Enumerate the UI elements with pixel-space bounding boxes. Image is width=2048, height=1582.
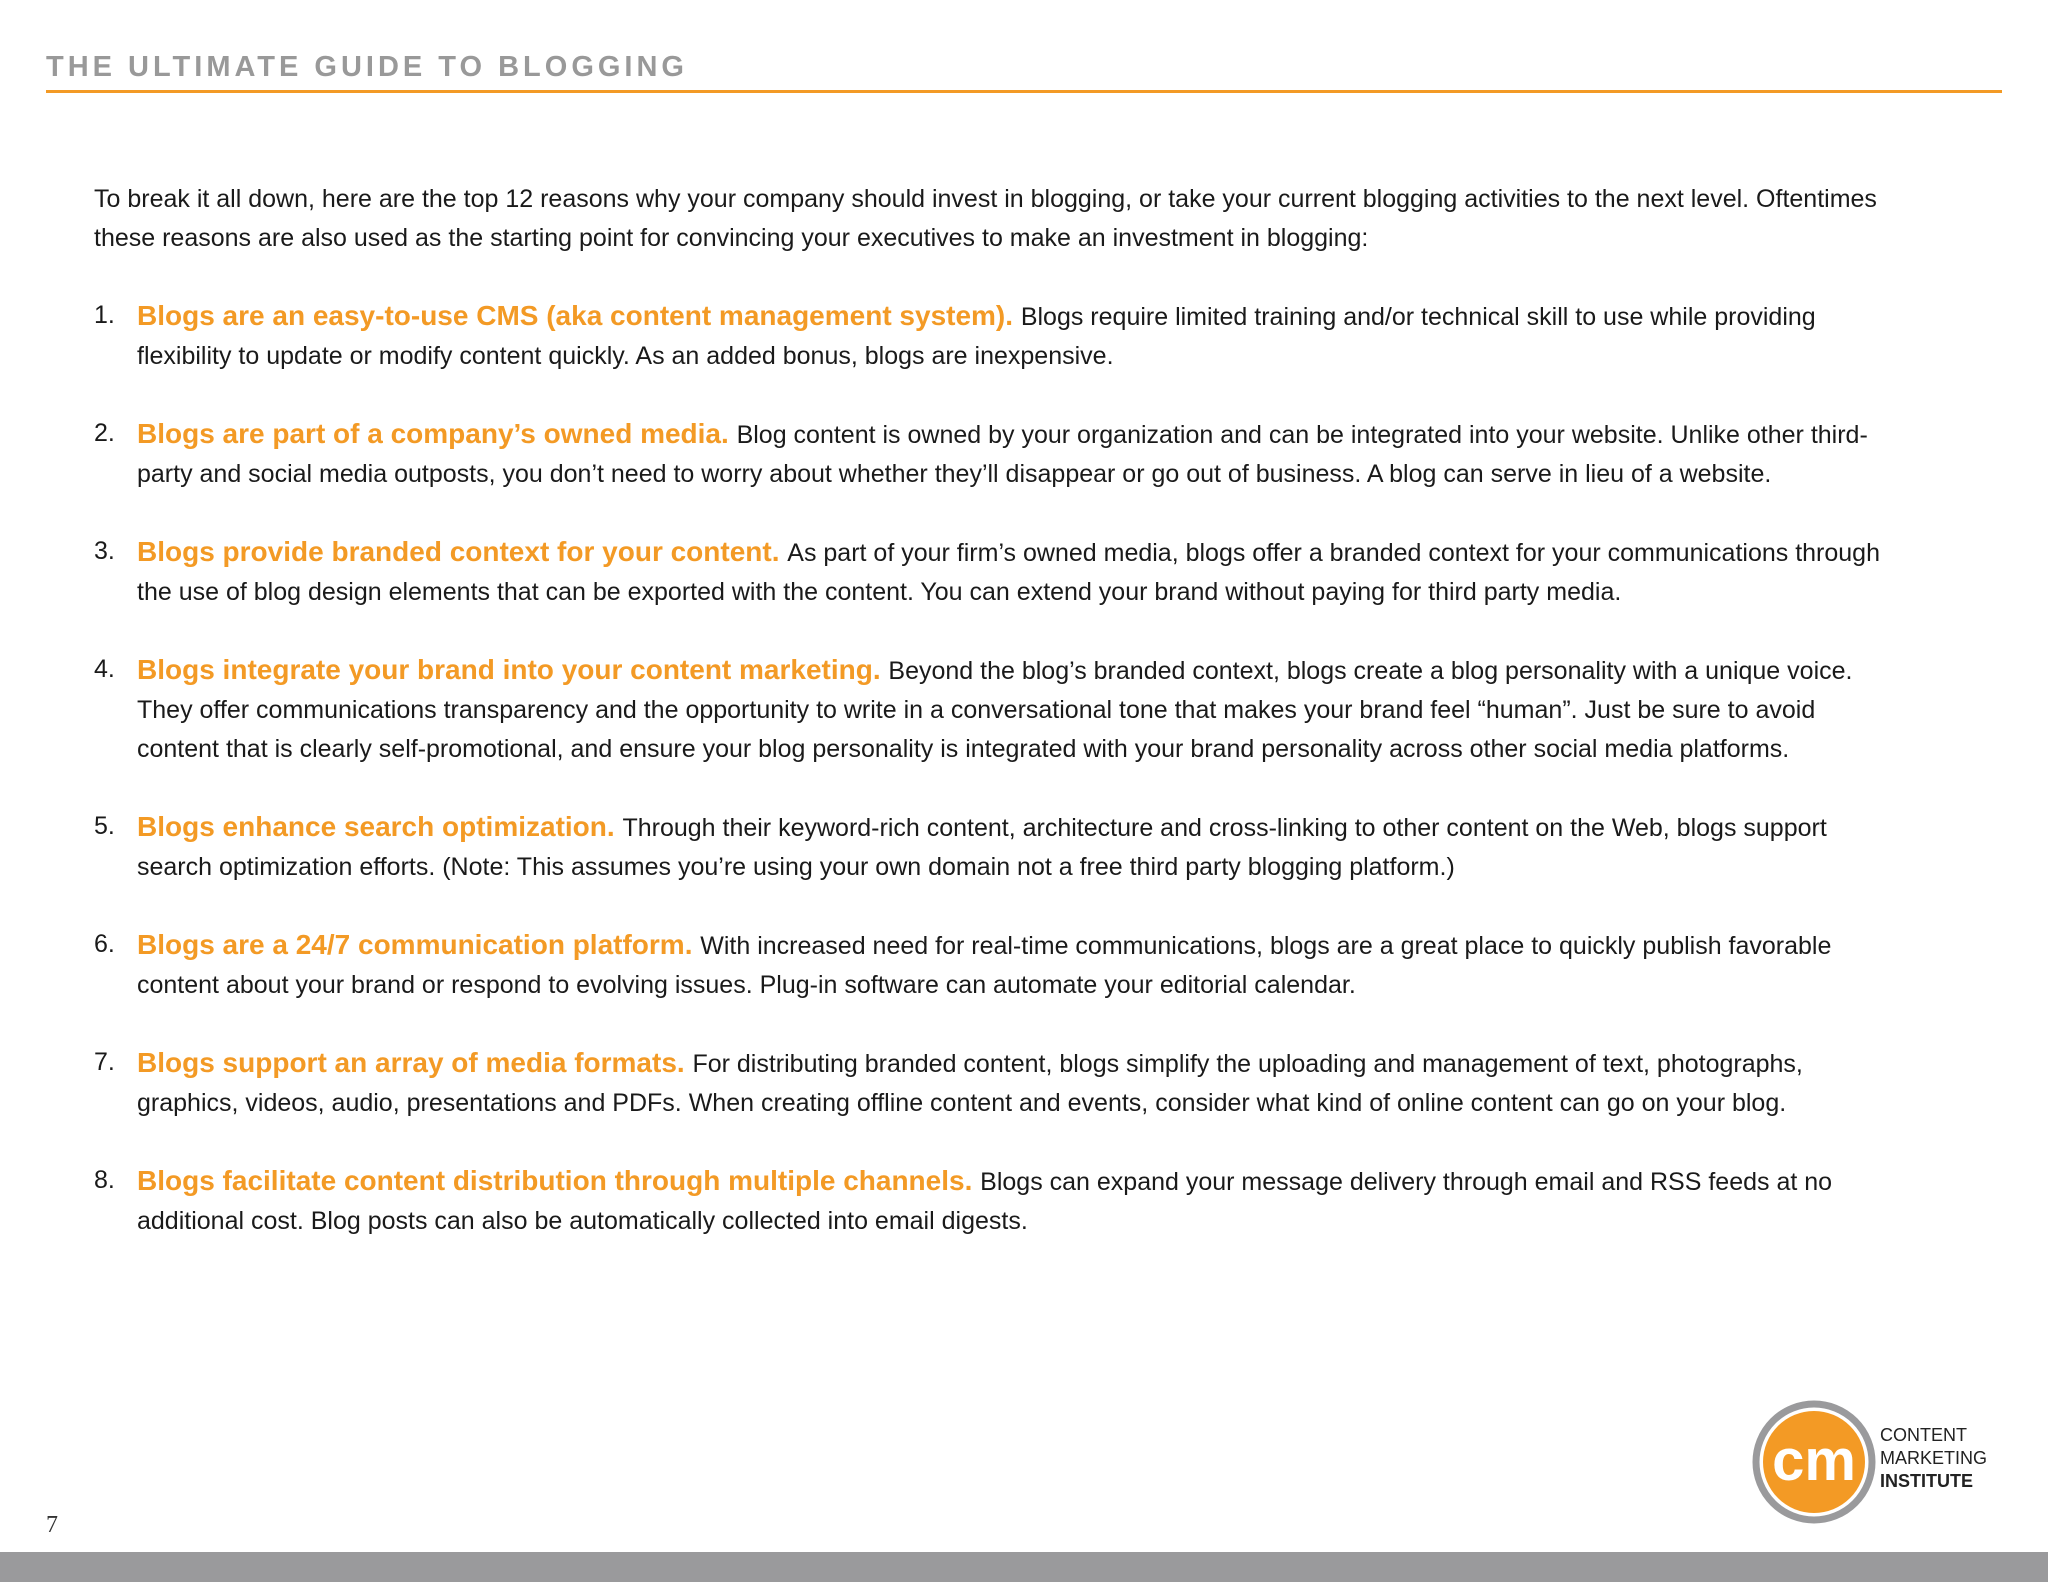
list-item-number: 7. xyxy=(94,1048,115,1076)
footer-bar xyxy=(0,1552,2048,1582)
cmi-logo xyxy=(1752,1400,2012,1524)
list-item-body: Beyond the blog’s branded context, blogs create a blog personality with a unique voice. They offer communications transparency and the opportunity to write in a conversational tone that makes your brand feel “human”. Just be sure to avoid content that is clearly self-promotional, and ensure your blog personality is integrated with your brand personality across other social media platforms. xyxy=(137,657,1853,763)
list-item xyxy=(94,1043,1894,1123)
page-number: 7 xyxy=(46,1512,58,1538)
list-item xyxy=(94,807,1894,887)
cm-logo-icon xyxy=(1752,1400,1876,1524)
list-item-number: 4. xyxy=(94,655,115,683)
list-item-number: 5. xyxy=(94,812,115,840)
list-item xyxy=(94,650,1894,769)
list-item-number: 6. xyxy=(94,930,115,958)
list-item-number: 3. xyxy=(94,537,115,565)
reasons-list xyxy=(94,296,1894,1241)
list-item-heading: Blogs enhance search optimization. xyxy=(137,811,623,842)
list-item-heading: Blogs provide branded context for your content. xyxy=(137,536,788,567)
list-item-heading: Blogs are an easy-to-use CMS (aka content management system). xyxy=(137,300,1021,331)
list-item-body: Blog content is owned by your organization and can be integrated into your website. Unlike other third-party and social media outposts, you don’t need to worry about whether they’ll disappear or go out of business. A blog can serve in lieu of a website. xyxy=(137,421,1868,488)
list-item-heading: Blogs support an array of media formats. xyxy=(137,1047,693,1078)
list-item-body: Through their keyword-rich content, architecture and cross-linking to other content on the Web, blogs support search optimization efforts. (Note: This assumes you’re using your own domain not a free third party blogging platform.) xyxy=(137,814,1827,881)
page-title: THE ULTIMATE GUIDE TO BLOGGING xyxy=(46,51,688,83)
list-item-number: 1. xyxy=(94,301,115,329)
list-item-number: 8. xyxy=(94,1166,115,1194)
logo-line-content: CONTENT xyxy=(1880,1425,1967,1445)
list-item-body: With increased need for real-time communications, blogs are a great place to quickly publish favorable content about your brand or respond to evolving issues. Plug-in software can automate your editorial calendar. xyxy=(137,932,1832,999)
list-item-body: As part of your firm’s owned media, blogs offer a branded context for your communications through the use of blog design elements that can be exported with the content. You can extend your brand without paying for third party media. xyxy=(137,539,1880,606)
list-item-body: Blogs can expand your message delivery through email and RSS feeds at no additional cost. Blog posts can also be automatically collected into email digests. xyxy=(137,1168,1833,1235)
page-header xyxy=(46,50,2002,93)
logo-wordmark xyxy=(1880,1424,1987,1493)
list-item-heading: Blogs are part of a company’s owned media. xyxy=(137,418,737,449)
list-item xyxy=(94,296,1894,376)
list-item-heading: Blogs facilitate content distribution through multiple channels. xyxy=(137,1165,981,1196)
logo-line-marketing: MARKETING xyxy=(1880,1448,1988,1468)
list-item-number: 2. xyxy=(94,419,115,447)
list-item xyxy=(94,1161,1894,1241)
main-content xyxy=(94,180,1894,1279)
list-item xyxy=(94,414,1894,494)
list-item-body: For distributing branded content, blogs simplify the uploading and management of text, photographs, graphics, videos, audio, presentations and PDFs. When creating offline content and events, consider what kind of online content can go on your blog. xyxy=(137,1050,1803,1117)
logo-mark-text: cm xyxy=(1772,1428,1856,1493)
list-item xyxy=(94,925,1894,1005)
list-item-heading: Blogs are a 24/7 communication platform. xyxy=(137,929,701,960)
list-item-body: Blogs require limited training and/or technical skill to use while providing flexibility to update or modify content quickly. As an added bonus, blogs are inexpensive. xyxy=(137,303,1816,370)
list-item xyxy=(94,532,1894,612)
list-item-heading: Blogs integrate your brand into your content marketing. xyxy=(137,654,889,685)
intro-paragraph: To break it all down, here are the top 12 reasons why your company should invest in blogging, or take your current blogging activities to the next level. Oftentimes these reasons are also used as the starting point for convincing your executives to make an investment in blogging: xyxy=(94,185,1877,252)
logo-line-institute: INSTITUTE xyxy=(1880,1471,1973,1491)
